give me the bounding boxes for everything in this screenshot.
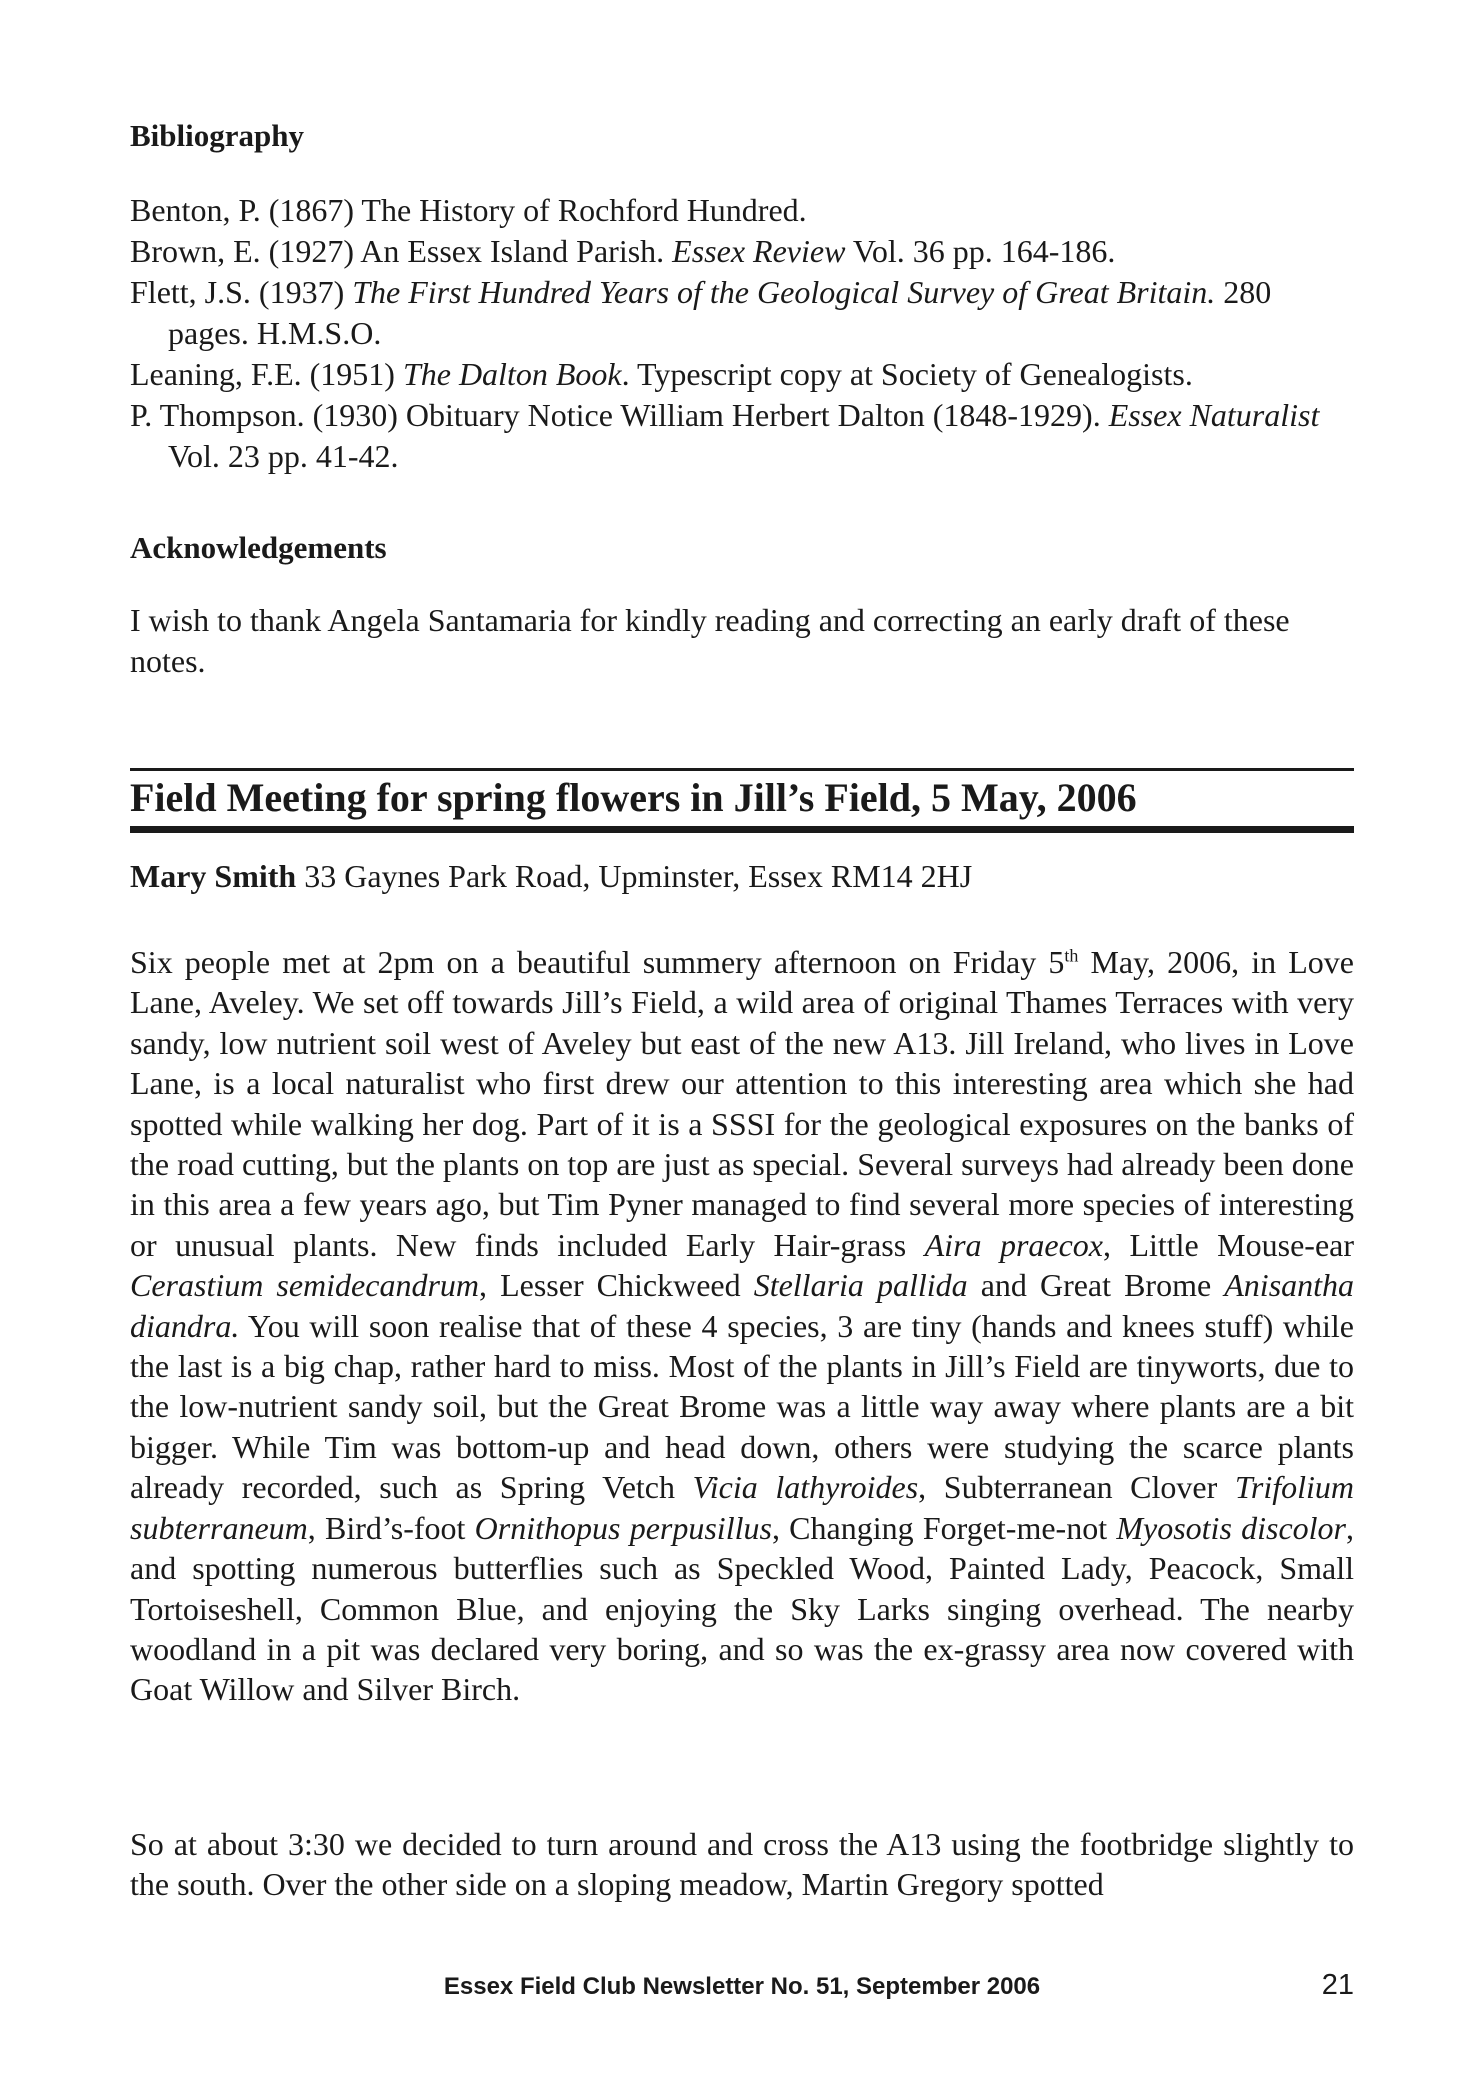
paragraph-text: , Subterranean Clover [918,1469,1235,1506]
bibliography-list [130,190,1354,477]
paragraph-text: , Bird’s-foot [307,1509,475,1546]
article-paragraph: So at about 3:30 we decided to turn around and cross the A13 using the footbridge slightly to the south. Over the other side on a sloping meadow, Martin Gregory spotted [130,1826,1354,1903]
title-rule-top [130,768,1354,771]
bibliography-entry [130,231,1354,272]
bibliography-entry-text: Leaning, F.E. (1951) [130,356,403,392]
article-paragraph [130,942,1354,1710]
title-rule-bottom [130,826,1354,833]
ordinal-suffix: th [1064,945,1079,966]
species-name: Myosotis discolor [1116,1509,1347,1546]
page-number: 21 [1321,1969,1354,2001]
bibliography-entry [130,272,1354,354]
paragraph-text: You will soon realise that of these 4 species, 3 are tiny (hands and knees stuff) while the last is a big chap, rather hard to miss. Most of the plants in Jill’s Field are tinyworts, due to the low-nutrient sandy soil, but the Great Brome was a little way away where plants are a bit bigger. While Tim was bottom-up and head down, others were studying the scarce plants already recorded, such as Spring Vetch [130,1307,1354,1506]
paragraph-text: May, 2006, in Love Lane, Aveley. We set off towards Jill’s Field, a wild area of original Thames Terraces with very sandy, low nutrient soil west of Aveley but east of the new A13. Jill Ireland, who lives in Love Lane, is a local naturalist who first drew our attention to this interesting area which she had spotted while walking her dog. Part of it is a SSSI for the geological exposures on the banks of the road cutting, but the plants on top are just as special. Several surveys had already been done in this area a few years ago, but Tim Pyner managed to find several more species of interesting or unusual plants. New finds included Early Hair-grass [130,944,1354,1263]
paragraph-text: , Little Mouse-ear [1103,1226,1355,1263]
species-name: Ornithopus perpusillus [474,1509,772,1546]
bibliography-entry-text: Vol. 36 pp. 164-186. [845,233,1116,269]
author-byline [130,856,972,896]
bibliography-entry-text: P. Thompson. (1930) Obituary Notice William Herbert Dalton (1848-1929). [130,397,1109,433]
species-name: Stellaria pallida [753,1267,968,1304]
bibliography-entry [130,354,1354,395]
acknowledgements-heading: Acknowledgements [130,530,387,565]
bibliography-entry-title: Essex Naturalist [1108,397,1320,433]
bibliography-heading: Bibliography [130,118,304,153]
paragraph-text: Six people met at 2pm on a beautiful summery afternoon on Friday 5 [130,944,1065,980]
paragraph-text: and Great Brome [967,1267,1225,1304]
bibliography-entry-title: Essex Review [672,233,846,269]
species-name: Vicia lathyroides [692,1469,919,1506]
author-name: Mary Smith [130,858,297,894]
bibliography-entry-text: Benton, P. (1867) The History of Rochford Hundred. [130,192,807,228]
bibliography-entry [130,395,1354,477]
species-name: Aira praecox [924,1226,1104,1263]
bibliography-entry-text: 280 pages. H.M.S.O. [168,274,1280,351]
bibliography-entry-text: Flett, J.S. (1937) [130,274,353,310]
acknowledgements-text: I wish to thank Angela Santamaria for kindly reading and correcting an early draft of these notes. [130,602,1290,679]
page [130,0,1354,2100]
author-address: 33 Gaynes Park Road, Upminster, Essex RM14 2HJ [296,858,973,894]
species-name: Trifolium subterraneum [130,1469,1355,1546]
species-name: Cerastium semidecandrum [130,1267,480,1304]
paragraph-text: , Lesser Chickweed [479,1267,754,1304]
paragraph-text: , and spotting numerous butterflies such as Speckled Wood, Painted Lady, Peacock, Small Tortoiseshell, Common Blue, and enjoying the Sky Larks singing overhead. The nearby woodland in a pit was declared very boring, and so was the ex-grassy area now covered with Goat Willow and Silver Birch. [130,1509,1355,1708]
bibliography-entry-title: The First Hundred Years of the Geological Survey of Great Britain. [352,274,1216,310]
bibliography-entry [130,190,1354,231]
article-title: Field Meeting for spring flowers in Jill’s Field, 5 May, 2006 [130,775,1137,820]
bibliography-entry-text: Brown, E. (1927) An Essex Island Parish. [130,233,673,269]
bibliography-entry-text: Vol. 23 pp. 41-42. [168,397,1327,474]
bibliography-entry-title: The Dalton Book [402,356,622,392]
paragraph-text: , Changing Forget-me-not [771,1509,1117,1546]
species-name: Anisantha diandra. [130,1267,1355,1344]
bibliography-entry-text: . Typescript copy at Society of Genealogists. [621,356,1193,392]
newsletter-footer: Essex Field Club Newsletter No. 51, September 2006 [443,1973,1041,2000]
